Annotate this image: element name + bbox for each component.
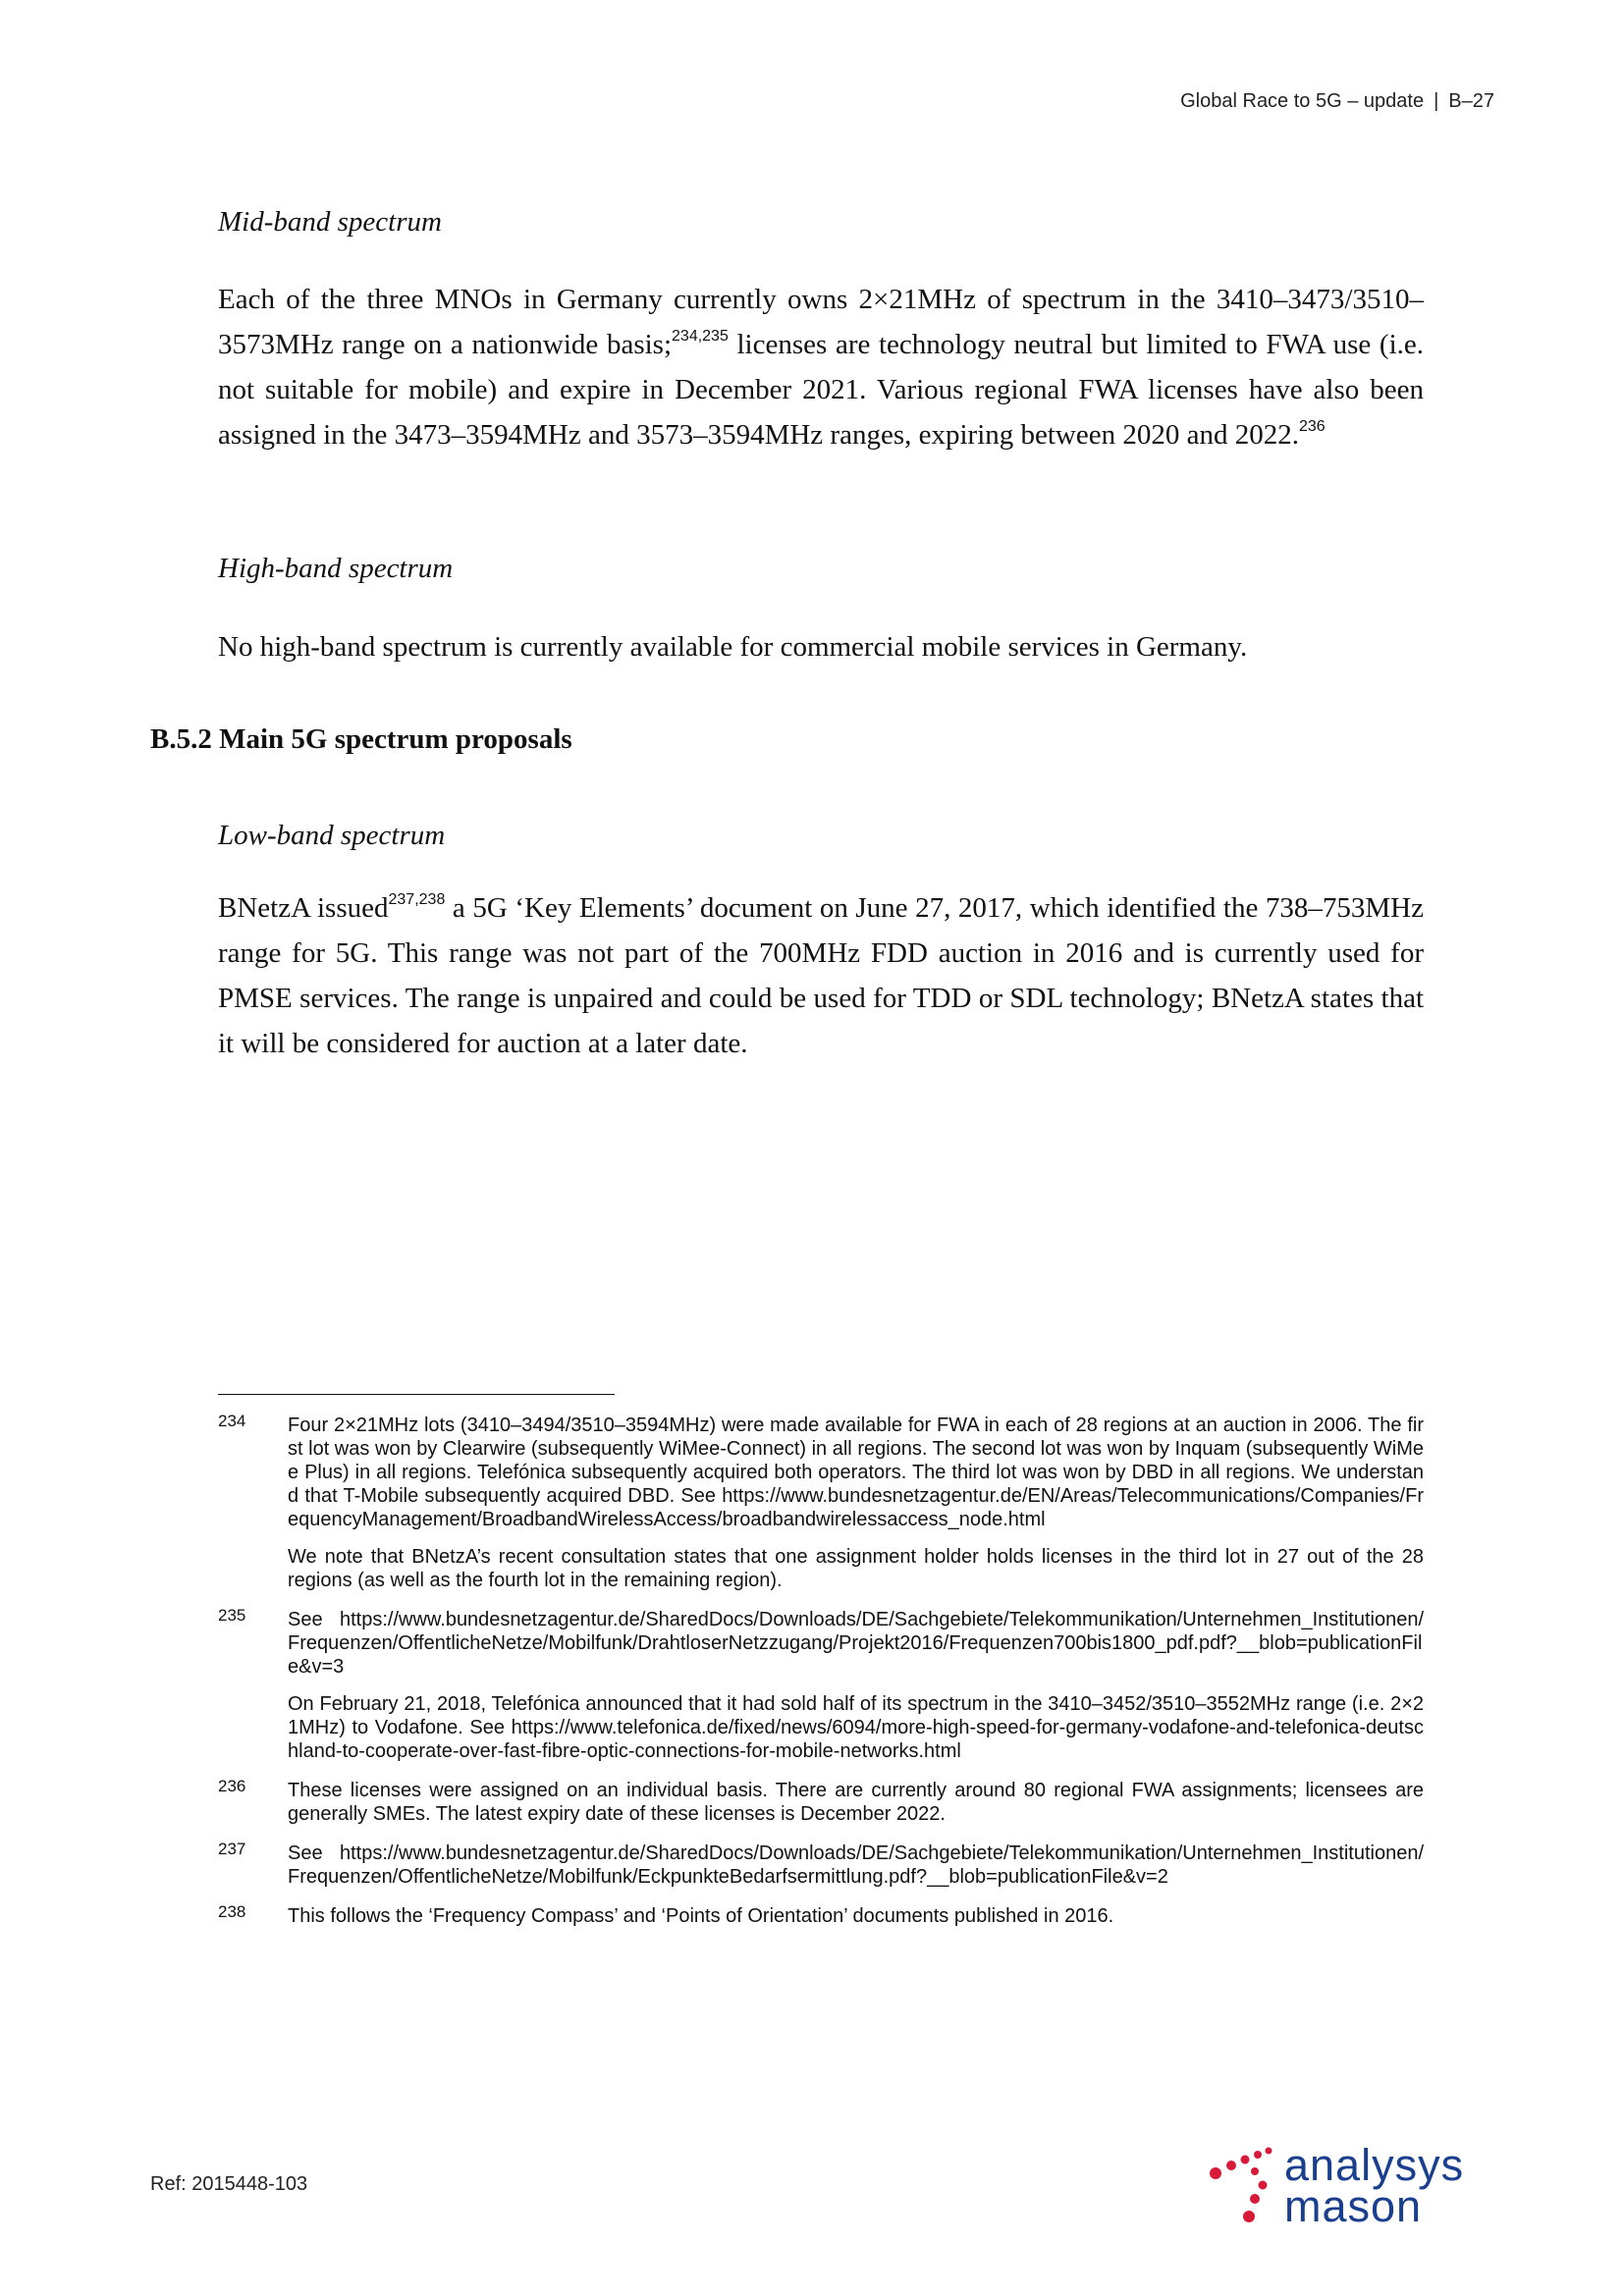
running-header [1180, 90, 1494, 113]
logo-text-mason: mason [1284, 2181, 1423, 2231]
footnote-text: This follows the ‘Frequency Compass’ and ‘Points of Orientation’ documents published in 2016. [288, 1905, 1114, 1927]
footnote-text: We note that BNetzA’s recent consultation states that one assignment holder holds licenses in the third lot in 27 out of the 28 regions (as well as the fourth lot in the remaining region). [288, 1546, 1424, 1591]
footnote-ref-234-235: 234,235 [672, 328, 729, 346]
footnote-ref-236: 236 [1299, 418, 1326, 436]
footnote-number: 236 [218, 1777, 246, 1795]
footnote-235 [218, 1608, 1424, 1763]
logo-text-analysys: analysys [1284, 2140, 1465, 2190]
mid-band-paragraph [218, 277, 1424, 457]
footnote-text: These licenses were assigned on an individual basis. There are currently around 80 regional FWA assignments; licensees are generally SMEs. The latest expiry date of these licenses is December 2022. [288, 1780, 1424, 1825]
header-separator: | [1434, 90, 1439, 112]
footnote-ref-237-238: 237,238 [388, 891, 446, 909]
document-reference: Ref: 2015448-103 [150, 2173, 308, 2195]
footnote-divider [218, 1394, 615, 1395]
footnote-number: 237 [218, 1840, 246, 1858]
high-band-heading: High-band spectrum [218, 553, 454, 584]
low-band-text-b: a 5G ‘Key Elements’ document on June 27, 2017, which identified the 738–753MHz range for 5G. This range was not part of the 700MHz FDD auction in 2016 and is currently used for PMSE services. The range is unpaired and could be used for TDD or SDL technology; BNetzA states that it will be considered for auction at a later date. [218, 892, 1424, 1059]
footnote-text: Four 2×21MHz lots (3410–3494/3510–3594MHz) were made available for FWA in each of 28 regions at an auction in 2006. The first lot was won by Clearwire (subsequently WiMee-Connect) in all regions. The second lot was won by Inquam (subsequently WiMee Plus) in all regions. Telefónica subsequently acquired both operators. The third lot was won by DBD in all regions. We understand that T-Mobile subsequently acquired DBD. See https://www.bundesnetzagentur.de/EN/Areas/Telecommunications/Companies/FrequencyManagement/BroadbandWirelessAccess/broadbandwirelessaccess_node.html [288, 1415, 1424, 1530]
mid-band-text-b: licenses are technology neutral but limited to FWA use (i.e. not suitable for mobile) and expire in December 2021. Various regional FWA licenses have also been assigned in the 3473–3594MHz and 3573–3594MHz ranges, expiring between 2020 and 2022. [218, 329, 1425, 451]
low-band-text-a: BNetzA issued [218, 892, 389, 924]
logo-dots-icon [1206, 2138, 1284, 2236]
footnote-236 [218, 1779, 1424, 1826]
footnote-text: On February 21, 2018, Telefónica announced that it had sold half of its spectrum in the 3410–3452/3510–3552MHz range (i.e. 2×21MHz) to Vodafone. See https://www.telefonica.de/fixed/news/6094/more-high-speed-for-germany-vodafone-and-telefonica-deutschland-to-cooperate-over-fast-fibre-optic-connections-for-mobile-networks.html [288, 1693, 1424, 1762]
header-page-number: B–27 [1448, 90, 1494, 112]
footnotes [218, 1414, 1424, 1944]
low-band-paragraph [218, 885, 1424, 1066]
mid-band-heading: Mid-band spectrum [218, 206, 442, 238]
footnote-238 [218, 1904, 1424, 1928]
mid-band-text-a: Each of the three MNOs in Germany currently owns 2×21MHz of spectrum in the 3410–3473/3510–3573MHz range on a nationwide basis; [218, 284, 1424, 360]
footnote-237 [218, 1842, 1424, 1889]
footnote-number: 235 [218, 1606, 246, 1625]
footnote-text: See https://www.bundesnetzagentur.de/SharedDocs/Downloads/DE/Sachgebiete/Telekommunikation/Unternehmen_Institutionen/Frequenzen/OffentlicheNetze/Mobilfunk/DrahtloserNetzzugang/Projekt2016/Frequenzen700bis1800_pdf.pdf?__blob=publicationFile&v=3 [288, 1609, 1424, 1678]
footnote-number: 234 [218, 1412, 246, 1430]
footnote-234 [218, 1414, 1424, 1592]
header-title: Global Race to 5G – update [1180, 90, 1425, 112]
footnote-text: See https://www.bundesnetzagentur.de/SharedDocs/Downloads/DE/Sachgebiete/Telekommunikation/Unternehmen_Institutionen/Frequenzen/OffentlicheNetze/Mobilfunk/EckpunkteBedarfsermittlung.pdf?__blob=publicationFile&v=2 [288, 1842, 1424, 1888]
footnote-number: 238 [218, 1902, 246, 1921]
high-band-paragraph: No high-band spectrum is currently available for commercial mobile services in Germany. [218, 631, 1248, 663]
low-band-heading: Low-band spectrum [218, 820, 446, 851]
section-heading: B.5.2 Main 5G spectrum proposals [150, 723, 572, 755]
analysys-mason-logo [1206, 2138, 1530, 2236]
